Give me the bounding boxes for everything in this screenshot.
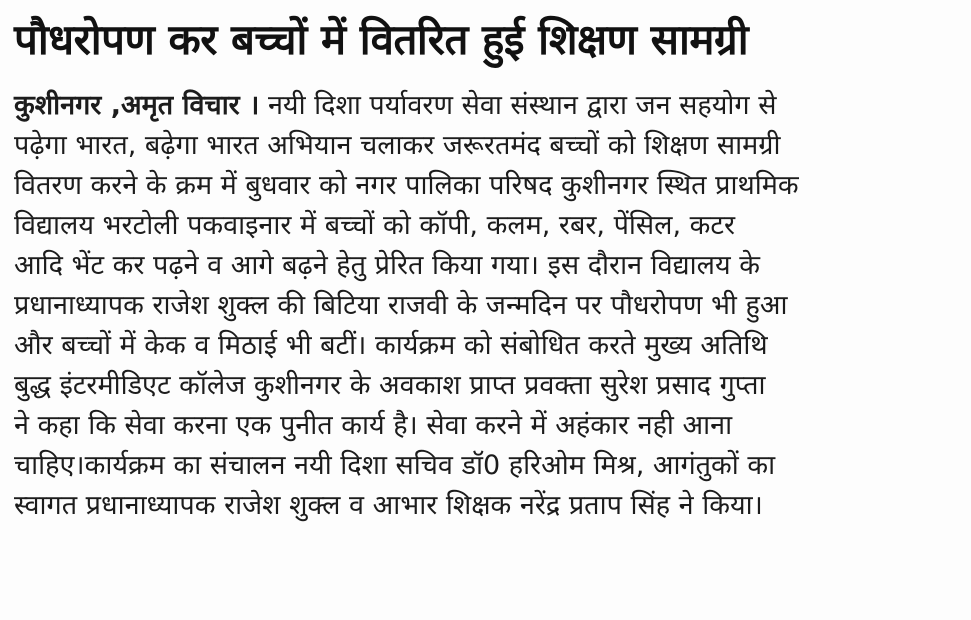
article-line: चाहिए।कार्यक्रम का संचालन नयी दिशा सचिव डॉ0 हरिओम मिश्र, आगंतुकों का (14, 450, 776, 481)
article-line (14, 86, 943, 126)
article-line: ने कहा कि सेवा करना एक पुनीत कार्य है। सेवा करने में अहंकार नही आना (14, 410, 733, 441)
article-line: पढ़ेगा भारत, बढ़ेगा भारत अभियान चलाकर जरूरतमंद बच्चों को शिक्षण सामग्री (14, 130, 781, 161)
article-line: प्रधानाध्यापक राजेश शुक्ल की बिटिया राजवी के जन्मदिन पर पौधरोपण भी हुआ (14, 290, 788, 321)
article-line: आदि भेंट कर पढ़ने व आगे बढ़ने हेतु प्रेरित किया गया। इस दौरान विद्यालय के (14, 250, 760, 281)
article-line-text: नयी दिशा पर्यावरण सेवा संस्थान द्वारा जन सहयोग से (259, 90, 777, 121)
article-line: और बच्चों में केक व मिठाई भी बटीं। कार्यक्रम को संबोधित करते मुख्य अतिथि (14, 330, 768, 361)
article-body (14, 86, 943, 526)
article-line: स्वागत प्रधानाध्यापक राजेश शुक्ल व आभार शिक्षक नरेंद्र प्रताप सिंह ने किया। (14, 490, 763, 521)
article-line: विद्यालय भरटोली पकवाइनार में बच्चों को कॉपी, कलम, रबर, पेंसिल, कटर (14, 210, 736, 241)
article-line: बुद्ध इंटरमीडिएट कॉलेज कुशीनगर के अवकाश प्राप्त प्रवक्ता सुरेश प्रसाद गुप्ता (14, 370, 766, 401)
article-headline: पौधरोपण कर बच्चों में वितरित हुई शिक्षण सामग्री (14, 15, 749, 64)
article-dateline: कुशीनगर ,अमृत विचार । (14, 90, 260, 121)
article-line: वितरण करने के क्रम में बुधवार को नगर पालिका परिषद कुशीनगर स्थित प्राथमिक (14, 170, 799, 201)
